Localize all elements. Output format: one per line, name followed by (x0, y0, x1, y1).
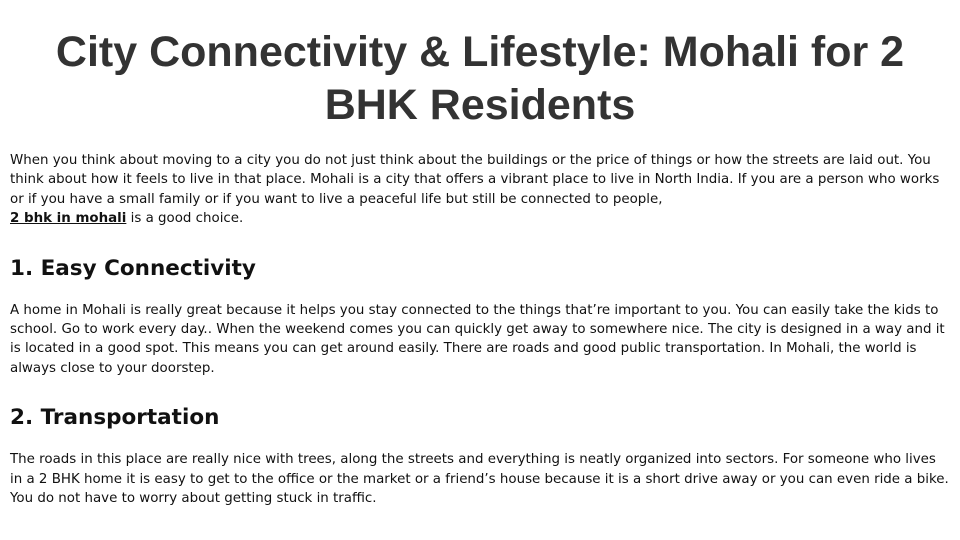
intro-text: When you think about moving to a city you do not just think about the buildings or the price of things or how the streets are laid out. You think about how it feels to live in that place. Mohali is a city that offers a vibrant place to live in North India. If you are a person who works or if you have a small family or if you want to live a peaceful life but still be connected to people, (10, 153, 940, 207)
intro-tail: is a good choice. (126, 211, 244, 227)
section-body-transportation: The roads in this place are really nice with trees, along the streets and everything is neatly organized into sectors. For someone who lives in a 2 BHK home it is easy to get to the office or the market or a friend’s house because it is a short drive away or you can even ride a bike. You do not have to worry about getting stuck in traffic. (10, 452, 949, 507)
section-heading-transportation: 2. Transportation (10, 405, 220, 431)
intro-paragraph (10, 151, 950, 229)
section-heading-connectivity: 1. Easy Connectivity (10, 255, 256, 281)
keyword-link-2bhk-mohali[interactable]: 2 bhk in mohali (10, 211, 127, 227)
section-body-connectivity: A home in Mohali is really great because it helps you stay connected to the things that’re important to you. You can easily take the kids to school. Go to work every day.. When the weekend comes you can quickly get away to somewhere nice. The city is designed in a way and it is located in a good spot. This means you can get around easily. There are roads and good public transportation. In Mohali, the world is always close to your doorstep. (10, 302, 945, 376)
page-title: City Connectivity & Lifestyle: Mohali for 2 BHK Residents (55, 28, 905, 129)
